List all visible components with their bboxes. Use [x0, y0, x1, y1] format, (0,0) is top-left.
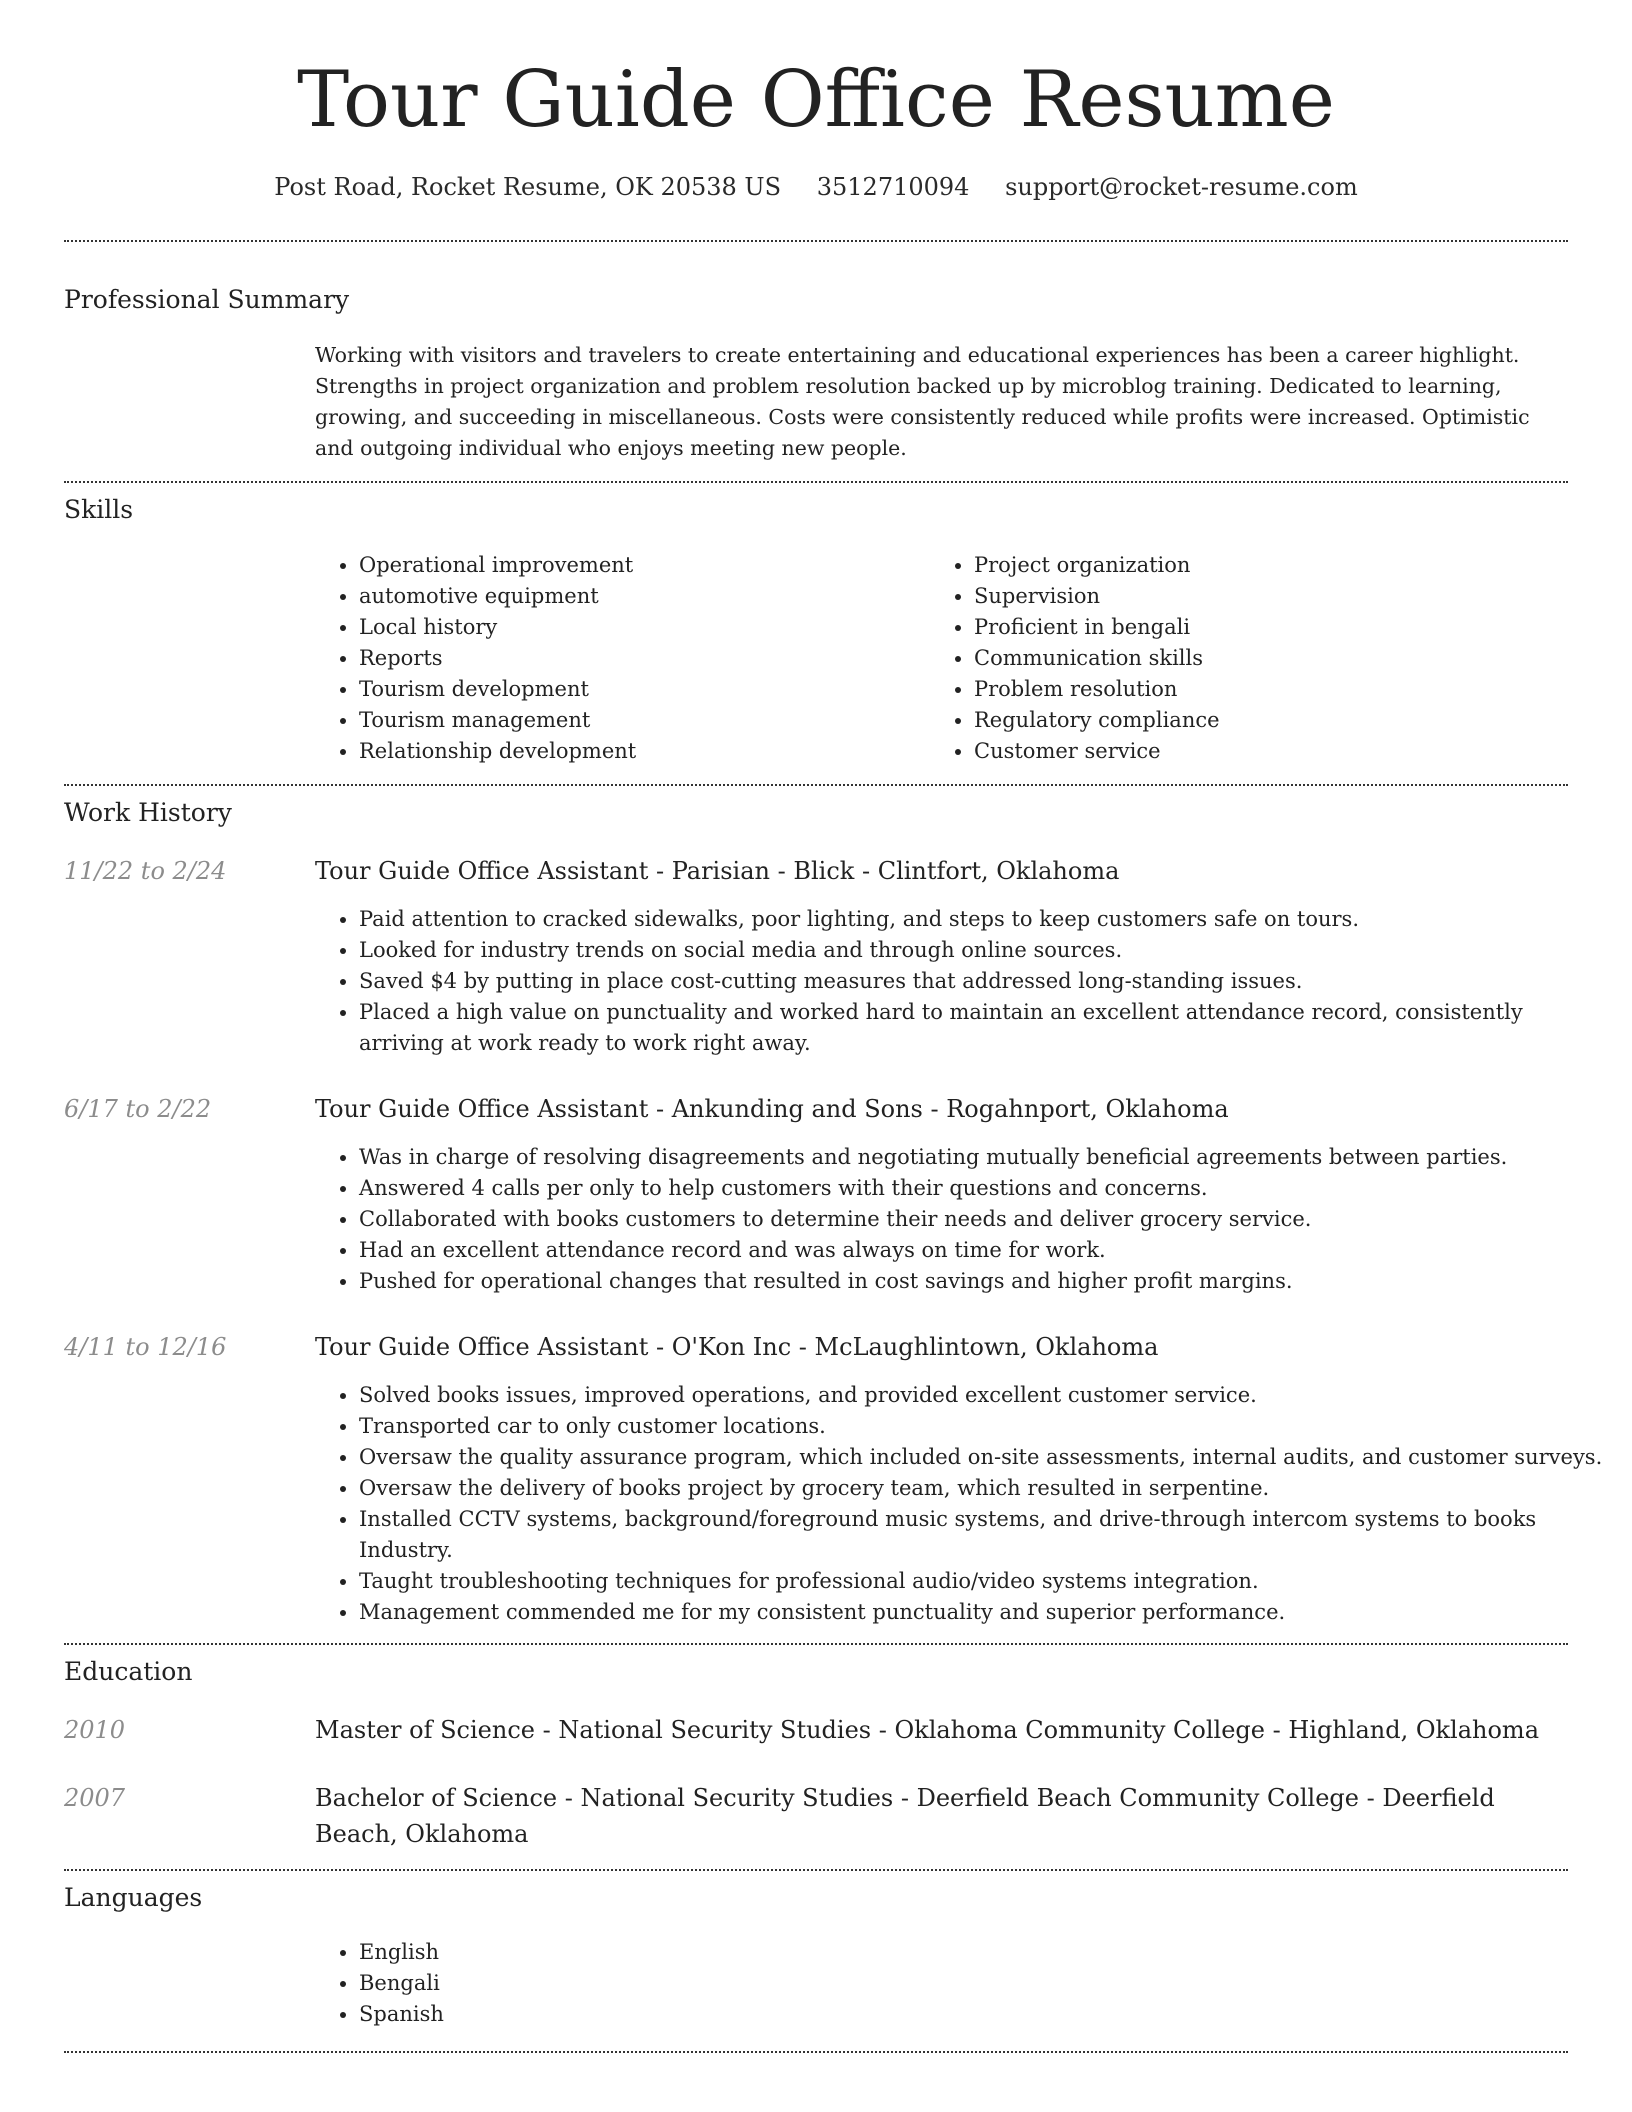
list-item: • Tourism management [359, 705, 919, 736]
list-item: • Relationship development [359, 736, 919, 767]
divider [64, 1869, 1568, 1871]
section-title-skills: Skills [64, 495, 134, 524]
contact-phone: 3512710094 [816, 173, 970, 201]
list-item: • Saved $4 by putting in place cost-cutting measures that addressed long-standing issues. [359, 966, 1609, 997]
summary-text: Working with visitors and travelers to create entertaining and educational experiences has been a career highlight. Strengths in project organization and problem resolution backed up by microblog training. Dedicated to learning, growing, and succeeding in miscellaneous. Costs were consistently reduced while profits were increased. Optimistic and outgoing individual who enjoys meeting new people. [315, 343, 1530, 460]
list-item: • Taught troubleshooting techniques for professional audio/video systems integration. [359, 1566, 1609, 1597]
section-title-education: Education [64, 1657, 193, 1686]
list-item: • Regulatory compliance [974, 705, 1574, 736]
list-item: • Solved books issues, improved operations, and provided excellent customer service. [359, 1380, 1609, 1411]
list-item: • English [359, 1937, 959, 1968]
list-item: • Bengali [359, 1968, 959, 1999]
list-item: • Project organization [974, 550, 1574, 581]
contact-address: Post Road, Rocket Resume, OK 20538 US [274, 173, 782, 201]
education-year: 2010 [64, 1716, 126, 1744]
section-title-work: Work History [64, 798, 232, 827]
skills-list-left [315, 550, 919, 767]
job-bullets [315, 1380, 1609, 1628]
list-item: • Oversaw the quality assurance program, which included on-site assessments, internal audits, and customer surveys. [359, 1442, 1609, 1473]
list-item: • Collaborated with books customers to determine their needs and deliver grocery service. [359, 1204, 1609, 1235]
job-heading: Tour Guide Office Assistant - Parisian - Blick - Clintfort, Oklahoma [315, 857, 1120, 885]
list-item: • Communication skills [974, 643, 1574, 674]
list-item: • Installed CCTV systems, background/foreground music systems, and drive-through intercom systems to books Industry. [359, 1504, 1609, 1566]
list-item: • Placed a high value on punctuality and worked hard to maintain an excellent attendance record, consistently arriving at work ready to work right away. [359, 997, 1609, 1059]
job-dates: 4/11 to 12/16 [64, 1333, 227, 1361]
list-item: • Tourism development [359, 674, 919, 705]
list-item: • Paid attention to cracked sidewalks, poor lighting, and steps to keep customers safe on tours. [359, 904, 1609, 935]
list-item: • Pushed for operational changes that resulted in cost savings and higher profit margins. [359, 1266, 1609, 1297]
list-item: • Oversaw the delivery of books project by grocery team, which resulted in serpentine. [359, 1473, 1609, 1504]
job-heading: Tour Guide Office Assistant - Ankunding and Sons - Rogahnport, Oklahoma [315, 1095, 1229, 1123]
section-title-summary: Professional Summary [64, 285, 350, 314]
list-item: • Operational improvement [359, 550, 919, 581]
list-item: • Local history [359, 612, 919, 643]
education-year: 2007 [64, 1784, 126, 1812]
list-item: • Problem resolution [974, 674, 1574, 705]
divider [64, 481, 1568, 483]
job-dates: 6/17 to 2/22 [64, 1095, 212, 1123]
list-item: • Supervision [974, 581, 1574, 612]
contact-email: support@rocket-resume.com [1005, 173, 1358, 201]
list-item: • Answered 4 calls per only to help customers with their questions and concerns. [359, 1173, 1609, 1204]
job-bullets [315, 904, 1609, 1059]
job-bullets [315, 1142, 1609, 1297]
resume-title: Tour Guide Office Resume [297, 55, 1335, 145]
list-item: • Customer service [974, 736, 1574, 767]
divider [64, 784, 1568, 786]
divider [64, 1643, 1568, 1645]
list-item: • Reports [359, 643, 919, 674]
list-item: • Had an excellent attendance record and was always on time for work. [359, 1235, 1609, 1266]
job-heading: Tour Guide Office Assistant - O'Kon Inc - McLaughlintown, Oklahoma [315, 1333, 1159, 1361]
divider [64, 240, 1568, 242]
list-item: • Was in charge of resolving disagreements and negotiating mutually beneficial agreements between parties. [359, 1142, 1609, 1173]
contact-line [0, 170, 1632, 204]
education-heading: Bachelor of Science - National Security Studies - Deerfield Beach Community College - Deerfield Beach, Oklahoma [315, 1784, 1495, 1848]
section-title-languages: Languages [64, 1883, 203, 1912]
list-item: • Proficient in bengali [974, 612, 1574, 643]
job-dates: 11/22 to 2/24 [64, 857, 227, 885]
education-heading: Master of Science - National Security Studies - Oklahoma Community College - Highland, Oklahoma [315, 1716, 1539, 1744]
list-item: • Spanish [359, 1999, 959, 2030]
divider [64, 2051, 1568, 2053]
list-item: • Management commended me for my consistent punctuality and superior performance. [359, 1597, 1609, 1628]
list-item: • Looked for industry trends on social media and through online sources. [359, 935, 1609, 966]
skills-list-right [930, 550, 1574, 767]
languages-list [315, 1937, 959, 2030]
list-item: • automotive equipment [359, 581, 919, 612]
list-item: • Transported car to only customer locations. [359, 1411, 1609, 1442]
